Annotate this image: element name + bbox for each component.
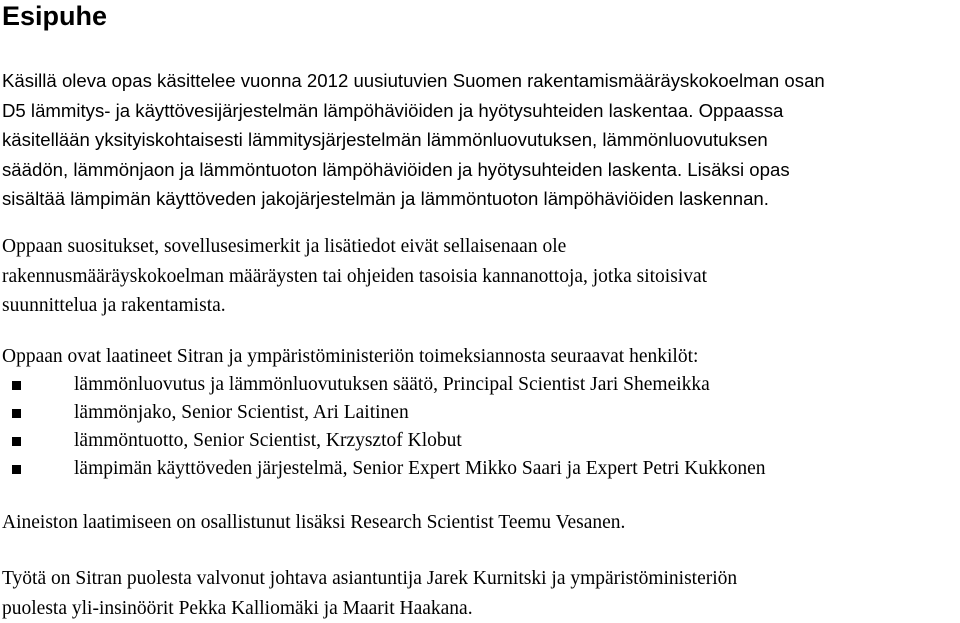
list-item xyxy=(2,399,956,427)
square-bullet-icon xyxy=(12,465,21,474)
authors-list xyxy=(2,371,956,483)
recommendations-line: Oppaan suositukset, sovellusesimerkit ja lisätiedot eivät sellaisenaan ole xyxy=(2,232,956,262)
list-item xyxy=(2,427,956,455)
page-title: Esipuhe xyxy=(2,0,107,32)
authors-intro xyxy=(2,342,956,372)
recommendations-line: suunnittelua ja rakentamista. xyxy=(2,291,956,321)
supervision-line: puolesta yli-insinöörit Pekka Kalliomäki ja Maarit Haakana. xyxy=(2,594,956,623)
square-bullet-icon xyxy=(12,409,21,418)
author-entry: lämpimän käyttöveden järjestelmä, Senior Expert Mikko Saari ja Expert Petri Kukkonen xyxy=(74,458,766,479)
intro-line: sisältää lämpimän käyttöveden jakojärjestelmän ja lämmöntuoton lämpöhäviöiden laskennan. xyxy=(2,184,956,214)
list-item xyxy=(2,455,956,483)
square-bullet-icon xyxy=(12,381,21,390)
square-bullet-icon xyxy=(12,437,21,446)
recommendations-paragraph xyxy=(2,232,956,321)
recommendations-line: rakennusmääräyskokoelman määräysten tai ohjeiden tasoisia kannanottoja, jotka sitoisivat xyxy=(2,262,956,292)
author-entry: lämmönluovutus ja lämmönluovutuksen säätö, Principal Scientist Jari Shemeikka xyxy=(74,374,710,395)
author-entry: lämmönjako, Senior Scientist, Ari Laitinen xyxy=(74,402,409,423)
contributor-paragraph xyxy=(2,508,956,538)
intro-line: säädön, lämmönjaon ja lämmöntuoton lämpöhäviöiden ja hyötysuhteiden laskenta. Lisäksi opas xyxy=(2,155,956,185)
intro-line: D5 lämmitys- ja käyttövesijärjestelmän lämpöhäviöiden ja hyötysuhteiden laskentaa. Oppaassa xyxy=(2,96,956,126)
supervision-line: Työtä on Sitran puolesta valvonut johtava asiantuntija Jarek Kurnitski ja ympäristöministeriön xyxy=(2,564,956,594)
authors-intro-line: Oppaan ovat laatineet Sitran ja ympäristöministeriön toimeksiannosta seuraavat henkilöt: xyxy=(2,342,956,372)
author-entry: lämmöntuotto, Senior Scientist, Krzysztof Klobut xyxy=(74,430,462,451)
contributor-line: Aineiston laatimiseen on osallistunut lisäksi Research Scientist Teemu Vesanen. xyxy=(2,508,956,538)
list-item xyxy=(2,371,956,399)
supervision-paragraph xyxy=(2,564,956,623)
intro-paragraph xyxy=(2,66,956,214)
intro-line: Käsillä oleva opas käsittelee vuonna 2012 uusiutuvien Suomen rakentamismääräyskokoelman osan xyxy=(2,66,956,96)
intro-line: käsitellään yksityiskohtaisesti lämmitysjärjestelmän lämmönluovutuksen, lämmönluovutuksen xyxy=(2,125,956,155)
